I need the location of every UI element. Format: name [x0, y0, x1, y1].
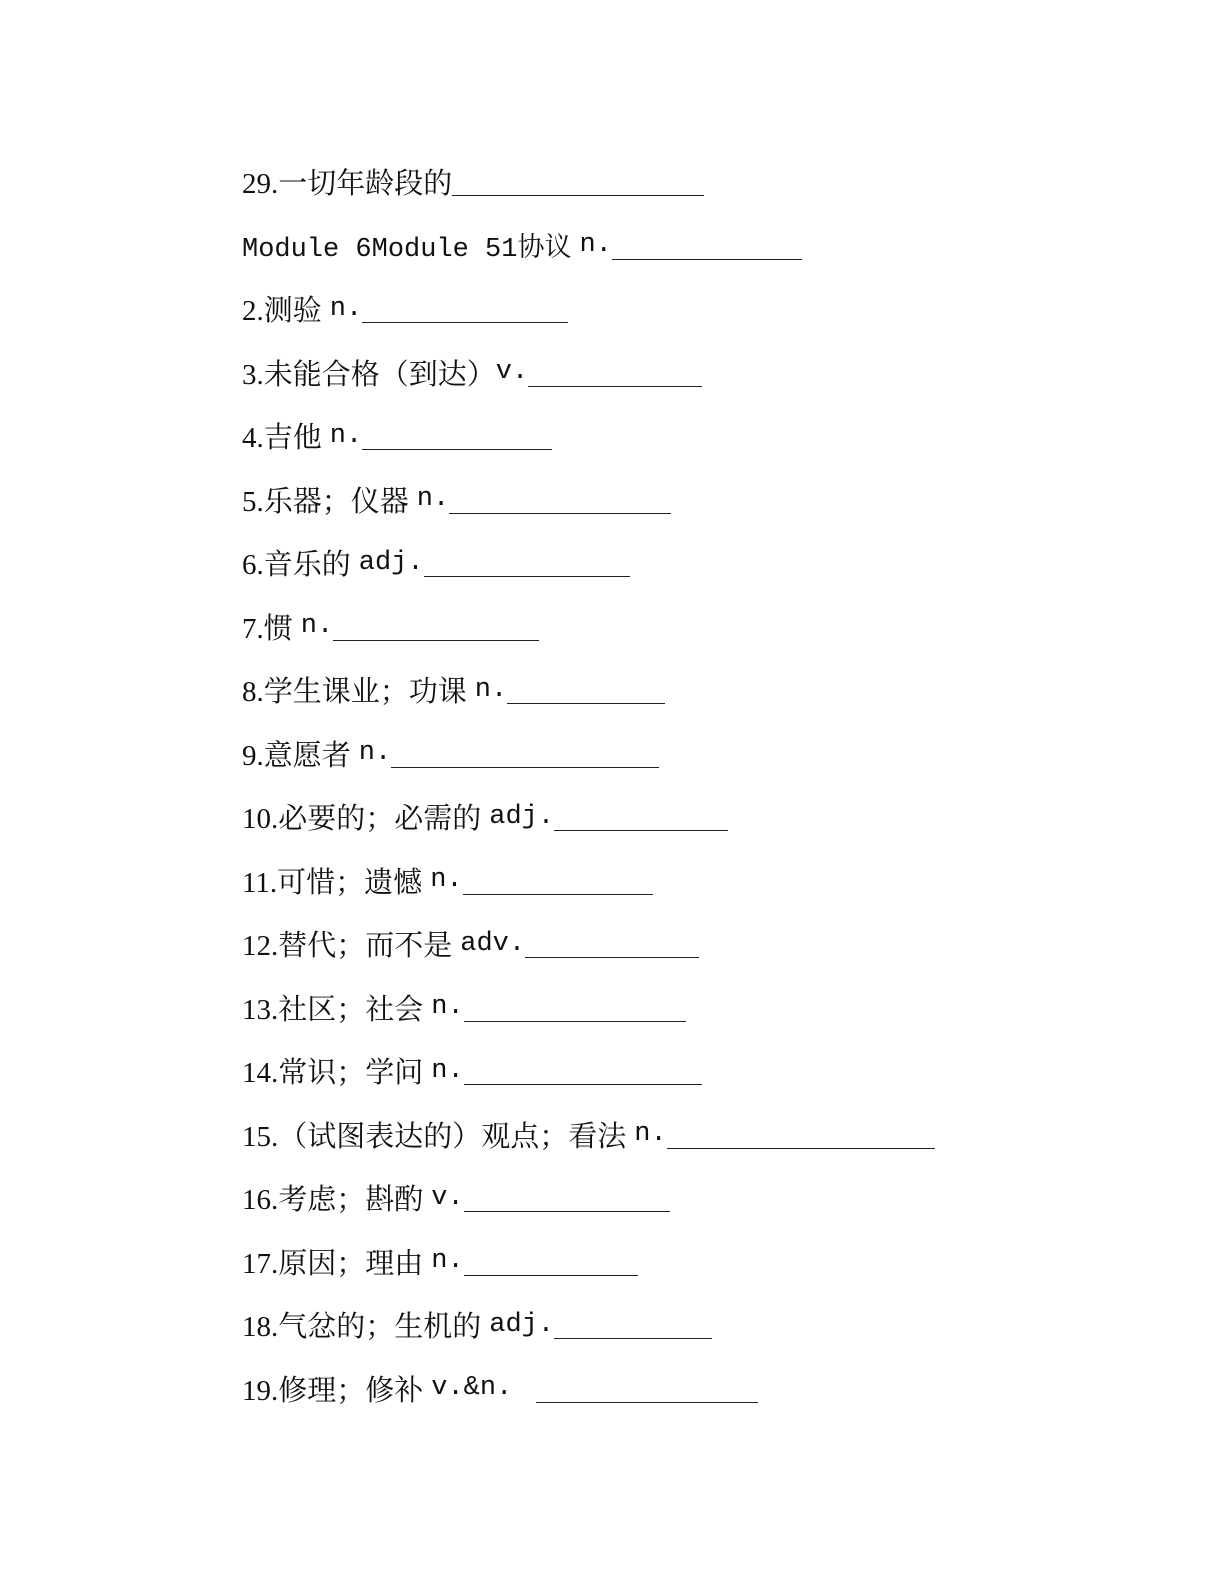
vocab-prompt: 10.必要的；必需的: [242, 803, 482, 836]
vocab-prompt: 17.原因；理由: [242, 1247, 424, 1280]
part-of-speech: n.: [329, 293, 363, 324]
part-of-speech: n.: [358, 738, 392, 769]
part-of-speech: n.: [300, 611, 334, 642]
vocab-prompt: 13.社区；社会: [242, 993, 424, 1026]
part-of-speech: adj.: [489, 1309, 555, 1340]
vocab-prompt: 9.意愿者: [242, 739, 351, 772]
vocab-prompt: 14.常识；学问: [242, 1057, 424, 1090]
part-of-speech: v.: [431, 1182, 464, 1213]
vocab-prompt: 12.替代；而不是: [242, 930, 453, 963]
vocab-line-15: [242, 1103, 1142, 1167]
part-of-speech: n.: [634, 1119, 667, 1150]
answer-blank[interactable]: [507, 681, 665, 704]
vocab-prompt: 15.（试图表达的）观点；看法: [242, 1120, 627, 1153]
vocab-line-18: [242, 1293, 1142, 1357]
vocab-line-2: [242, 277, 1142, 341]
vocab-prompt: 8.学生课业；功课: [242, 676, 467, 709]
vocab-line-6: [242, 531, 1142, 595]
vocab-line-7: [242, 595, 1142, 659]
vocab-prompt: 16.考虑；斟酌: [242, 1184, 424, 1217]
part-of-speech: n.: [579, 230, 612, 261]
answer-blank[interactable]: [554, 808, 728, 831]
vocab-line-5: [242, 468, 1142, 532]
answer-blank[interactable]: [554, 1316, 712, 1339]
answer-blank[interactable]: [452, 173, 704, 196]
vocab-prompt: 2.测验: [242, 295, 322, 328]
answer-blank[interactable]: [424, 554, 630, 577]
vocab-line-1: [242, 214, 1142, 278]
vocab-line-10: [242, 785, 1142, 849]
vocab-prompt: 7.惯: [242, 612, 293, 645]
answer-blank[interactable]: [525, 935, 699, 958]
part-of-speech: v.&n.: [431, 1373, 513, 1404]
answer-blank[interactable]: [464, 999, 686, 1022]
vocab-prompt: 5.乐器；仪器: [242, 485, 409, 518]
part-of-speech: n.: [430, 865, 463, 896]
vocab-line-16: [242, 1166, 1142, 1230]
answer-blank[interactable]: [528, 364, 702, 387]
part-of-speech: n.: [329, 420, 363, 451]
vocab-line-9: [242, 722, 1142, 786]
worksheet: [242, 150, 1142, 1420]
part-of-speech: n.: [431, 992, 464, 1023]
part-of-speech: adj.: [358, 547, 424, 578]
answer-blank[interactable]: [612, 237, 802, 260]
vocab-line-19: [242, 1357, 1142, 1421]
answer-blank[interactable]: [362, 300, 568, 323]
vocab-line-3: [242, 341, 1142, 405]
answer-blank[interactable]: [449, 491, 671, 514]
answer-blank[interactable]: [362, 427, 552, 450]
part-of-speech: v.: [495, 357, 529, 388]
vocab-line-17: [242, 1230, 1142, 1294]
answer-blank[interactable]: [464, 1189, 670, 1212]
vocab-prompt: 29.一切年龄段的: [242, 168, 453, 201]
answer-blank[interactable]: [464, 1062, 702, 1085]
vocab-prompt: Module 6Module 51协议: [242, 235, 572, 266]
vocab-prompt: 19.修理；修补: [242, 1374, 424, 1407]
vocab-line-14: [242, 1039, 1142, 1103]
answer-blank[interactable]: [463, 872, 653, 895]
part-of-speech: adj.: [489, 801, 555, 832]
vocab-prompt: 18.气忿的；生机的: [242, 1311, 482, 1344]
part-of-speech: n.: [474, 674, 508, 705]
part-of-speech: n.: [431, 1055, 464, 1086]
answer-blank[interactable]: [464, 1253, 638, 1276]
vocab-line-8: [242, 658, 1142, 722]
part-of-speech: n.: [431, 1246, 464, 1277]
vocab-line-11: [242, 849, 1142, 913]
vocab-line-13: [242, 976, 1142, 1040]
answer-blank[interactable]: [391, 745, 659, 768]
vocab-line-12: [242, 912, 1142, 976]
part-of-speech: adv.: [460, 928, 526, 959]
vocab-line-29: [242, 150, 1142, 214]
part-of-speech: n.: [416, 484, 450, 515]
vocab-prompt: 6.音乐的: [242, 549, 351, 582]
answer-blank[interactable]: [667, 1126, 935, 1149]
vocab-line-4: [242, 404, 1142, 468]
vocab-prompt: 11.可惜；遗憾: [242, 866, 423, 899]
answer-blank[interactable]: [536, 1380, 758, 1403]
vocab-prompt: 3.未能合格（到达）: [242, 358, 496, 391]
answer-blank[interactable]: [333, 618, 539, 641]
vocab-prompt: 4.吉他: [242, 422, 322, 455]
